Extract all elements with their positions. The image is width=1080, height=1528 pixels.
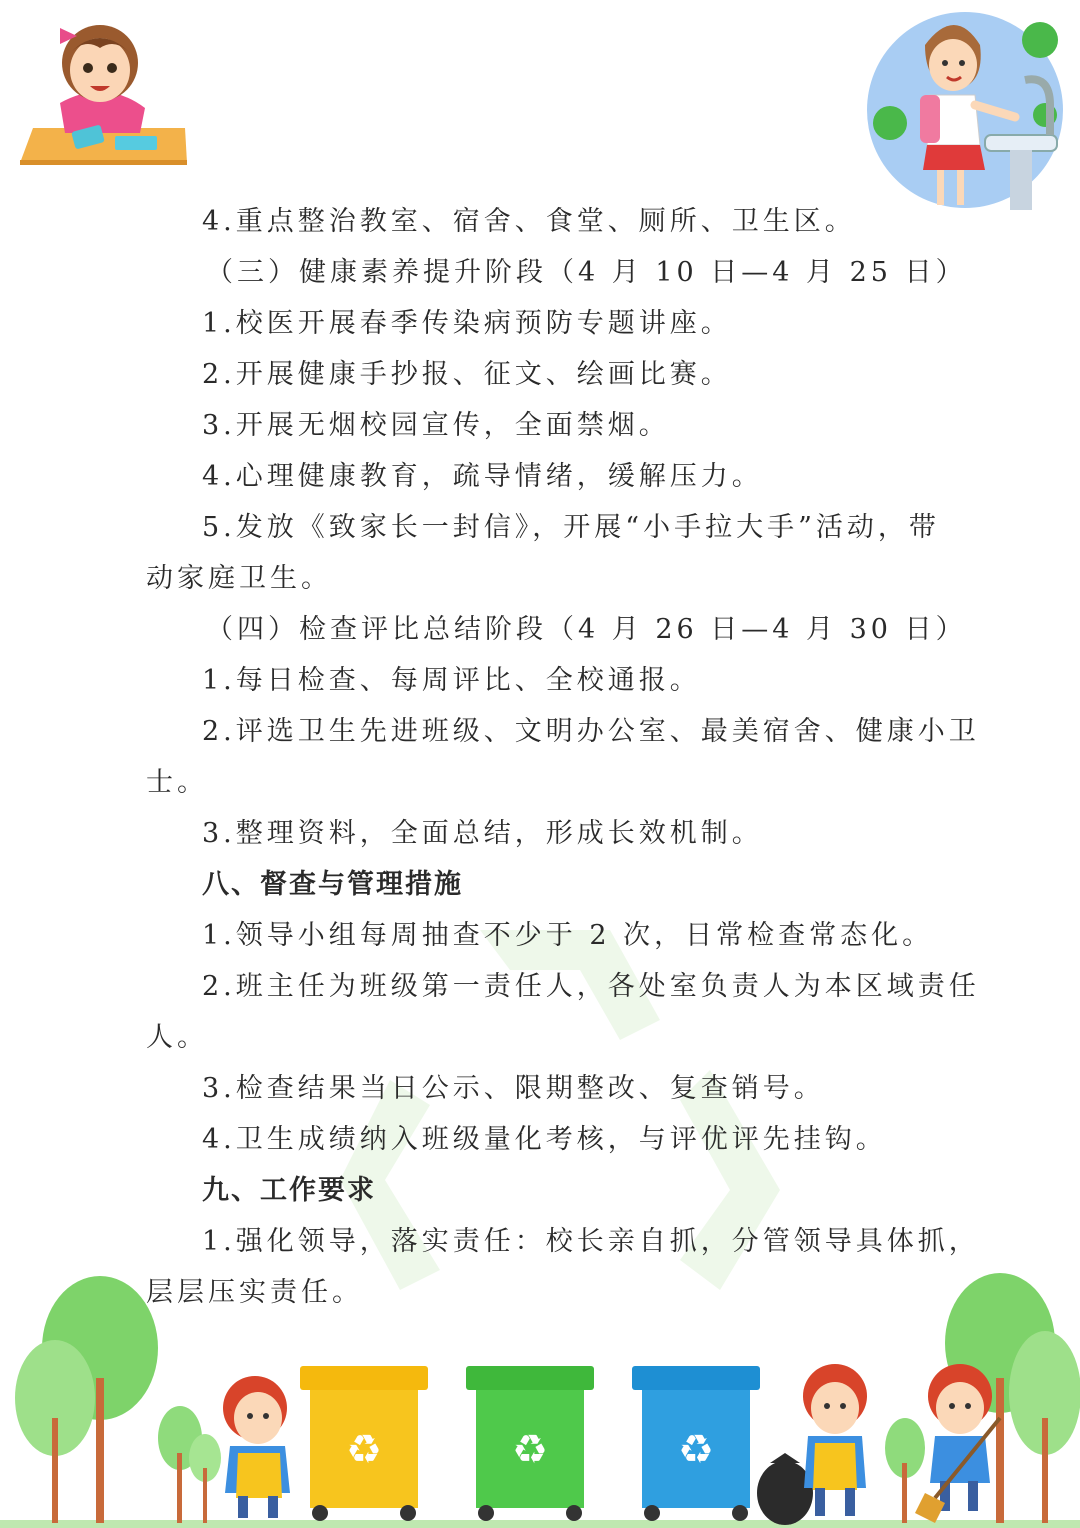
recycle-icon: ♻: [678, 1427, 714, 1473]
recycle-icon: ♻: [512, 1427, 548, 1473]
girl-cleaning-illustration: [15, 8, 190, 168]
girl-washing-hands-illustration: [865, 5, 1070, 217]
trash-bag: [757, 1453, 813, 1525]
body-line: 1.每日检查、每周评比、全校通报。: [202, 665, 701, 696]
boy-sweeping: [915, 1364, 1000, 1523]
section-heading-3: （三）健康素养提升阶段（4 月 10 日—4 月 25 日）: [206, 257, 967, 288]
left-trees: [15, 1276, 221, 1523]
body-line: 5.发放《致家长一封信》，开展“小手拉大手”活动，带: [202, 512, 940, 543]
section-heading-4: （四）检查评比总结阶段（4 月 26 日—4 月 30 日）: [206, 614, 967, 645]
body-line: 人。: [146, 1022, 208, 1053]
body-line: 4.卫生成绩纳入班级量化考核，与评优评先挂钩。: [202, 1124, 887, 1155]
boy-wiping-bin: [223, 1376, 290, 1518]
chapter-heading-9: 九、工作要求: [202, 1175, 376, 1206]
bottom-recycling-scene: [0, 1268, 1080, 1528]
body-line: 士。: [146, 767, 208, 798]
body-line: 2.评选卫生先进班级、文明办公室、最美宿舍、健康小卫: [202, 716, 980, 747]
body-line: 3.检查结果当日公示、限期整改、复查销号。: [202, 1073, 825, 1104]
yellow-recycle-bin: [300, 1366, 428, 1521]
body-line: 1.领导小组每周抽查不少于 2 次，日常检查常态化。: [202, 920, 934, 951]
body-line: 层层压实责任。: [146, 1277, 363, 1308]
body-line: 1.校医开展春季传染病预防专题讲座。: [202, 308, 732, 339]
document-body: [146, 196, 980, 1318]
body-line: 2.开展健康手抄报、征文、绘画比赛。: [202, 359, 732, 390]
blue-recycle-bin: [632, 1366, 760, 1521]
green-recycle-bin: [466, 1366, 594, 1521]
body-line: 2.班主任为班级第一责任人，各处室负责人为本区域责任: [202, 971, 980, 1002]
body-line: 4.重点整治教室、宿舍、食堂、厕所、卫生区。: [202, 206, 856, 237]
body-line: 4.心理健康教育，疏导情绪，缓解压力。: [202, 461, 763, 492]
recycle-icon: ♻: [346, 1427, 382, 1473]
body-line: 3.开展无烟校园宣传，全面禁烟。: [202, 410, 670, 441]
chapter-heading-8: 八、督查与管理措施: [202, 869, 463, 900]
body-line: 3.整理资料，全面总结，形成长效机制。: [202, 818, 763, 849]
body-line: 1.强化领导，落实责任：校长亲自抓，分管领导具体抓，: [202, 1226, 980, 1257]
body-line: 动家庭卫生。: [146, 563, 332, 594]
